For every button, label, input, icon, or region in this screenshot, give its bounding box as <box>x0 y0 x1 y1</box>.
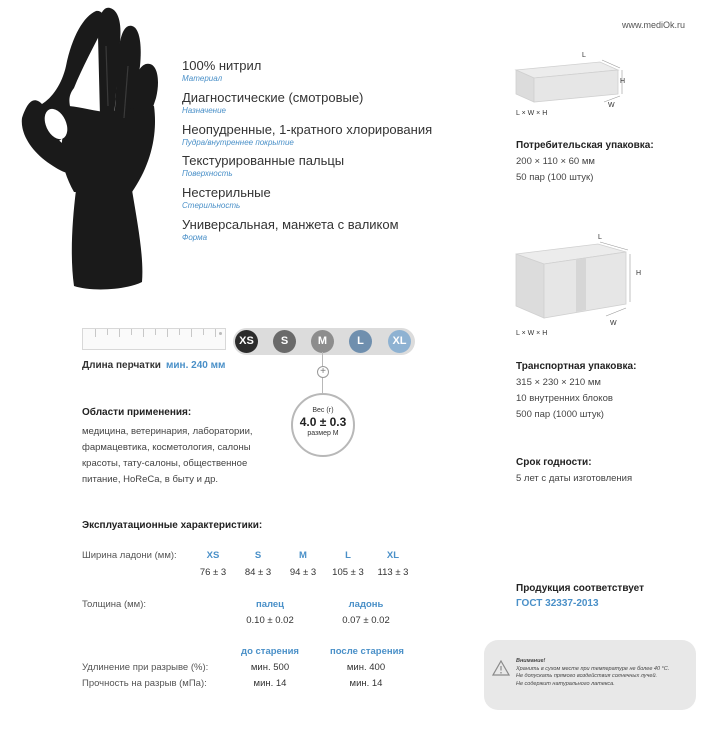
transport-pack-title: Транспортная упаковка: <box>516 361 637 372</box>
warning-triangle-icon <box>492 660 510 676</box>
consumer-dim-w: W <box>608 102 615 109</box>
palm-width-m: 94 ± 3 <box>289 567 317 578</box>
palm-size-s: S <box>254 550 262 561</box>
consumer-dims-label: L × W × H <box>516 110 548 117</box>
aging-col-before: до старения <box>241 646 299 657</box>
property-material-caption: Материал <box>182 74 223 83</box>
weight-size-note: размер M <box>307 430 339 437</box>
site-url: www.mediOk.ru <box>622 20 686 30</box>
application-line: питание, HoReCa, в быту и др. <box>82 474 219 485</box>
transport-pack-blocks: 10 внутренних блоков <box>516 393 613 404</box>
size-s-badge: S <box>273 330 296 353</box>
property-material: 100% нитрил <box>182 58 262 73</box>
property-powder-caption: Пудра/внутреннее покрытие <box>182 138 294 147</box>
consumer-dim-l: L <box>582 52 586 59</box>
elongation-before: мин. 500 <box>250 662 290 673</box>
application-line: медицина, ветеринария, лаборатории, <box>82 426 253 437</box>
size-xl-badge: XL <box>388 330 411 353</box>
consumer-pack-title: Потребительская упаковка: <box>516 140 654 151</box>
transport-pack-size: 315 × 230 × 210 мм <box>516 377 601 388</box>
glove-length-value: мин. 240 мм <box>166 360 226 371</box>
elongation-label: Удлинение при разрыве (%): <box>82 662 209 673</box>
elongation-after: мин. 400 <box>346 662 386 673</box>
warning-title: Внимание! <box>516 658 546 664</box>
thickness-col-palm: ладонь <box>348 599 384 610</box>
property-surface: Текстурированные пальцы <box>182 153 345 168</box>
strength-label: Прочность на разрыв (мПа): <box>82 678 207 689</box>
weight-circle <box>291 393 355 457</box>
application-text <box>82 424 292 488</box>
thickness-label: Толщина (мм): <box>82 599 146 610</box>
warning-line: Хранить в сухом месте при температуре не более 40 °С. <box>516 665 670 672</box>
strength-before: мин. 14 <box>253 678 287 689</box>
property-powder: Неопудренные, 1-кратного хлорирования <box>182 122 433 137</box>
compliance-title: Продукция соответствует <box>516 583 644 594</box>
palm-size-xs: XS <box>206 550 220 561</box>
consumer-box-image <box>514 56 634 112</box>
gost-standard: ГОСТ 32337-2013 <box>516 598 599 609</box>
shelf-life-title: Срок годности: <box>516 457 592 468</box>
size-m-badge: M <box>311 330 334 353</box>
thickness-palm-value: 0.07 ± 0.02 <box>342 615 390 626</box>
thickness-col-finger: палец <box>255 599 285 610</box>
property-shape: Универсальная, манжета с валиком <box>182 217 399 232</box>
transport-dim-h: H <box>636 270 642 277</box>
strength-after: мин. 14 <box>349 678 383 689</box>
thickness-finger-value: 0.10 ± 0.02 <box>246 615 294 626</box>
consumer-pack-size: 200 × 110 × 60 мм <box>516 156 595 167</box>
warning-text <box>516 658 692 688</box>
size-l-badge: L <box>349 330 372 353</box>
aging-col-after: после старения <box>330 646 404 657</box>
weight-label: Вес (г) <box>312 407 334 414</box>
weight-value: 4.0 ± 0.3 <box>299 415 347 429</box>
palm-width-xl: 113 ± 3 <box>377 567 409 578</box>
glove-length-label: Длина перчатки <box>82 360 161 371</box>
transport-dims-label: L × W × H <box>516 330 548 337</box>
operational-title: Эксплуатационные характеристики: <box>82 520 263 531</box>
application-title: Области применения: <box>82 407 192 418</box>
warning-line: Не допускать прямого воздействия солнечных лучей. <box>516 673 658 679</box>
property-surface-caption: Поверхность <box>182 169 233 178</box>
palm-width-s: 84 ± 3 <box>244 567 272 578</box>
property-purpose: Диагностические (смотровые) <box>182 90 364 105</box>
warning-line: Не содержит натурального латекса. <box>516 680 615 687</box>
transport-pack-qty: 500 пар (1000 штук) <box>516 409 604 420</box>
consumer-dim-h: H <box>620 78 626 85</box>
shelf-life-value: 5 лет с даты изготовления <box>516 473 633 484</box>
black-glove-image <box>14 6 164 294</box>
property-sterility-caption: Стерильность <box>182 201 241 210</box>
transport-dim-l: L <box>598 234 602 241</box>
palm-width-l: 105 ± 3 <box>332 567 364 578</box>
property-shape-caption: Форма <box>182 233 208 242</box>
transport-box-image <box>514 238 634 324</box>
consumer-pack-qty: 50 пар (100 штук) <box>516 172 594 183</box>
palm-width-label: Ширина ладони (мм): <box>82 550 177 561</box>
palm-size-m: M <box>299 550 307 561</box>
size-xs-badge: XS <box>235 330 258 353</box>
transport-dim-w: W <box>610 320 617 327</box>
application-line: красоты, тату-салоны, общественное <box>82 458 248 469</box>
plus-icon: + <box>317 366 329 378</box>
palm-width-xs: 76 ± 3 <box>199 567 227 578</box>
application-line: фармацевтика, косметология, салоны <box>82 442 251 453</box>
property-purpose-caption: Назначение <box>182 106 226 115</box>
length-ruler <box>82 328 226 350</box>
palm-size-l: L <box>345 550 351 561</box>
property-sterility: Нестерильные <box>182 185 271 200</box>
palm-size-xl: XL <box>386 550 400 561</box>
